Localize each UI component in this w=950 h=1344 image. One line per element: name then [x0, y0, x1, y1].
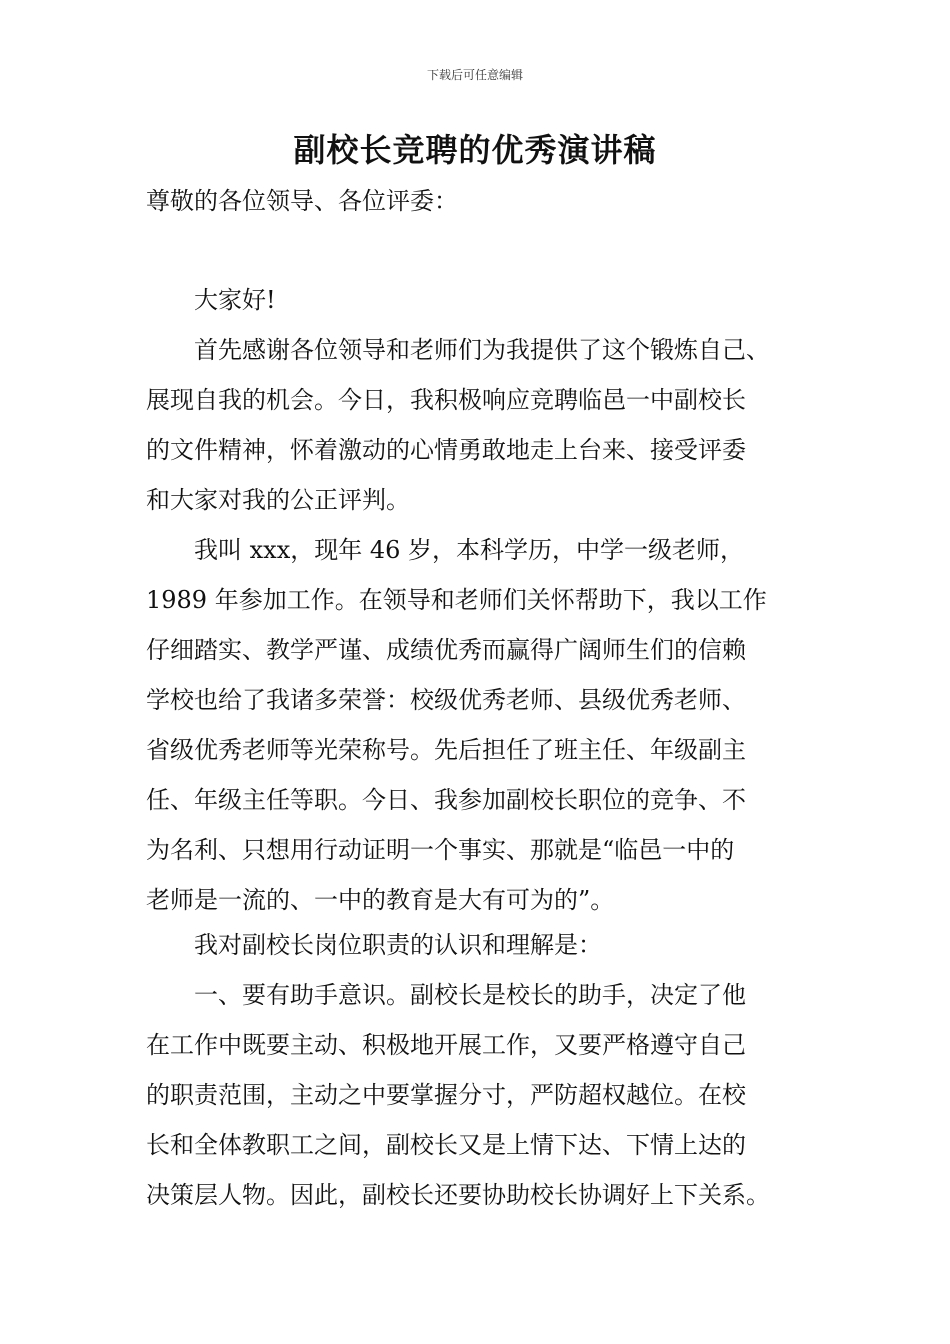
assistant-awareness-paragraph: [146, 970, 811, 1220]
paragraph-line: 长和全体教职工之间，副校长又是上情下达、下情上达的: [146, 1131, 746, 1159]
greeting-line: 大家好!: [194, 286, 276, 314]
understanding-intro-paragraph: [146, 920, 811, 970]
paragraph-line: 我对副校长岗位职责的认识和理解是：: [194, 931, 602, 959]
paragraph-line: 学校也给了我诸多荣誉：校级优秀老师、县级优秀老师、: [146, 686, 746, 714]
paragraph-line: 老师是一流的、一中的教育是大有可为的”。: [146, 886, 615, 914]
header-note: 下载后可任意编辑: [426, 68, 523, 82]
paragraph-line: 决策层人物。因此，副校长还要协助校长协调好上下关系。: [146, 1181, 770, 1209]
intro-paragraph: [146, 325, 811, 525]
paragraph-line: 和大家对我的公正评判。: [146, 486, 410, 514]
paragraph-line: 任、年级主任等职。今日、我参加副校长职位的竞争、不: [146, 786, 746, 814]
paragraph-line: 为名利、只想用行动证明一个事实、那就是“临邑一中的: [146, 836, 735, 864]
paragraph-line: 的文件精神，怀着激动的心情勇敢地走上台来、接受评委: [146, 436, 746, 464]
paragraph-line: 仔细踏实、教学严谨、成绩优秀而赢得广阔师生们的信赖: [146, 636, 746, 664]
paragraph-line: 一、要有助手意识。副校长是校长的助手，决定了他: [194, 981, 746, 1009]
greeting-paragraph: [146, 275, 811, 325]
paragraph-line: 的职责范围，主动之中要掌握分寸，严防超权越位。在校: [146, 1081, 746, 1109]
paragraph-line: 展现自我的机会。今日，我积极响应竞聘临邑一中副校长: [146, 386, 746, 414]
paragraph-line: 省级优秀老师等光荣称号。先后担任了班主任、年级副主: [146, 736, 746, 764]
paragraph-line: 我叫 xxx，现年 46 岁，本科学历，中学一级老师，: [194, 536, 745, 564]
salutation-line: 尊敬的各位领导、各位评委：: [146, 187, 458, 215]
self-introduction-paragraph: [146, 525, 811, 925]
paragraph-line: 1989 年参加工作。在领导和老师们关怀帮助下，我以工作: [146, 586, 767, 614]
document-title: 副校长竞聘的优秀演讲稿: [293, 131, 657, 169]
paragraph-line: 在工作中既要主动、积极地开展工作，又要严格遵守自己: [146, 1031, 746, 1059]
salutation: [146, 176, 811, 226]
paragraph-line: 首先感谢各位领导和老师们为我提供了这个锻炼自己、: [194, 336, 770, 364]
